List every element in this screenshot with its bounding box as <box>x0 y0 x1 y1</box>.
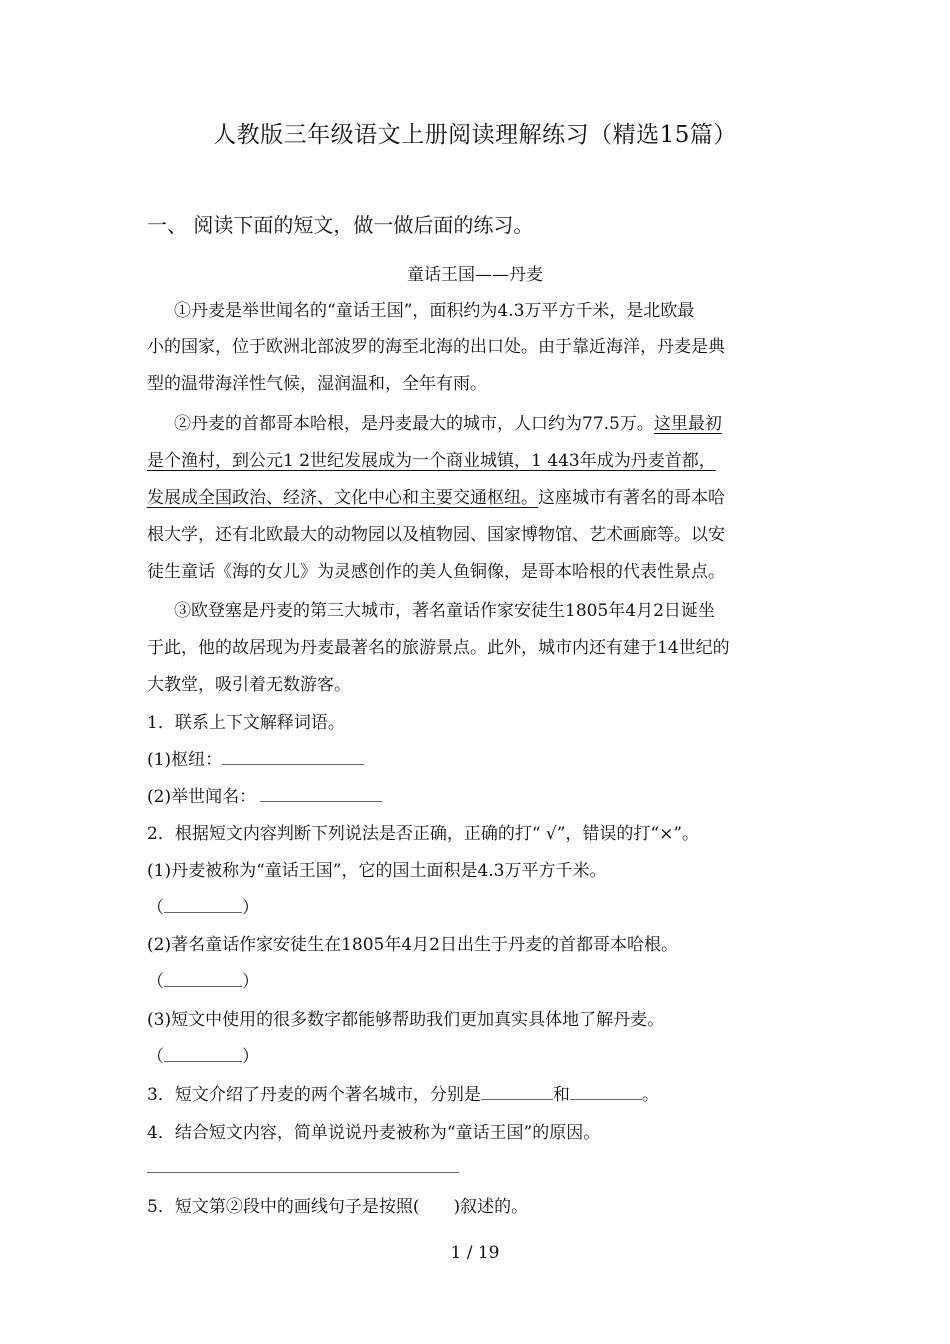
answer-blank[interactable] <box>570 1085 642 1100</box>
answer-paren <box>147 1042 259 1067</box>
passage-line: 于此，他的故居现为丹麦最著名的旅游景点。此外，城市内还有建于14世纪的 <box>147 638 730 658</box>
question-1-a <box>147 745 364 770</box>
underlined-sentence: 这里最初 <box>653 414 722 434</box>
answer-blank[interactable] <box>260 787 382 802</box>
section-heading: 一、 阅读下面的短文，做一做后面的练习。 <box>147 213 534 237</box>
passage-line: ③欧登塞是丹麦的第三大城市，著名童话作家安徒生1805年4月2日诞坐 <box>174 601 715 621</box>
document-title: 人教版三年级语文上册阅读理解练习（精选15篇） <box>213 122 737 148</box>
answer-blank[interactable] <box>164 898 242 913</box>
passage-line: 大教堂，吸引着无数游客。 <box>147 675 351 695</box>
passage-text: 这座城市有著名的哥本哈 <box>538 488 725 508</box>
paren-close: ） <box>242 972 259 992</box>
paren-open: （ <box>147 972 164 992</box>
page-number: 1 / 19 <box>450 1243 500 1263</box>
answer-blank[interactable] <box>222 750 364 765</box>
answer-blank[interactable] <box>164 1047 242 1062</box>
passage-line <box>147 446 716 471</box>
paren-open: （ <box>147 898 164 918</box>
answer-blank[interactable] <box>481 1085 553 1100</box>
passage-line: 型的温带海洋性气候，湿润温和，全年有雨。 <box>147 374 487 394</box>
question-2: 2．根据短文内容判断下列说法是否正确，正确的打“ √”，错误的打“×”。 <box>147 824 700 844</box>
question-text: 。 <box>641 1085 659 1105</box>
answer-paren <box>147 893 259 918</box>
question-2-a: (1)丹麦被称为“童话王国”，它的国土面积是4.3万平方千米。 <box>147 861 607 881</box>
answer-blank[interactable] <box>164 972 242 987</box>
passage-line: 徒生童话《海的女儿》为灵感创作的美人鱼铜像，是哥本哈根的代表性景点。 <box>147 562 725 582</box>
underlined-sentence: 发展成全国政治、经济、文化中心和主要交通枢纽。 <box>147 488 538 508</box>
question-3 <box>147 1080 659 1105</box>
passage-text: ②丹麦的首都哥本哈根，是丹麦最大的城市，人口约为77.5万。 <box>174 414 654 434</box>
question-2-b: (2)著名童话作家安徒生在1805年4月2日出生于丹麦的首都哥本哈根。 <box>147 935 678 955</box>
paren-close: ） <box>242 898 259 918</box>
question-2-c: (3)短文中使用的很多数字都能够帮助我们更加真实具体地了解丹麦。 <box>147 1010 665 1030</box>
question-text: 和 <box>552 1085 570 1105</box>
question-1: 1．联系上下文解释词语。 <box>147 713 345 733</box>
underlined-sentence: 是个渔村，到公元1 2世纪发展成为一个商业城镇，1 443年成为丹麦首都， <box>147 451 716 471</box>
answer-paren <box>147 967 259 992</box>
question-text: (1)枢纽： <box>147 750 223 770</box>
passage-line <box>174 409 722 434</box>
passage-line: 根大学，还有北欧最大的动物园以及植物园、国家博物馆、艺术画廊等。以安 <box>147 525 725 545</box>
question-5: 5．短文第②段中的画线句子是按照( )叙述的。 <box>147 1197 529 1217</box>
question-text: (2)举世闻名： <box>147 787 257 807</box>
question-1-b <box>147 782 382 807</box>
paren-open: （ <box>147 1047 164 1067</box>
passage-title: 童话王国——丹麦 <box>407 265 543 285</box>
passage-line <box>147 483 725 508</box>
passage-line: 小的国家，位于欧洲北部波罗的海至北海的出口处。由于靠近海洋，丹麦是典 <box>147 337 725 357</box>
paren-close: ） <box>242 1047 259 1067</box>
question-4: 4．结合短文内容，简单说说丹麦被称为“童话王国”的原因。 <box>147 1123 601 1143</box>
answer-line[interactable] <box>147 1172 459 1173</box>
question-text: 3．短文介绍了丹麦的两个著名城市，分别是 <box>147 1085 481 1105</box>
passage-line: ①丹麦是举世闻名的“童话王国”，面积约为4.3万平方千米，是北欧最 <box>174 301 695 321</box>
